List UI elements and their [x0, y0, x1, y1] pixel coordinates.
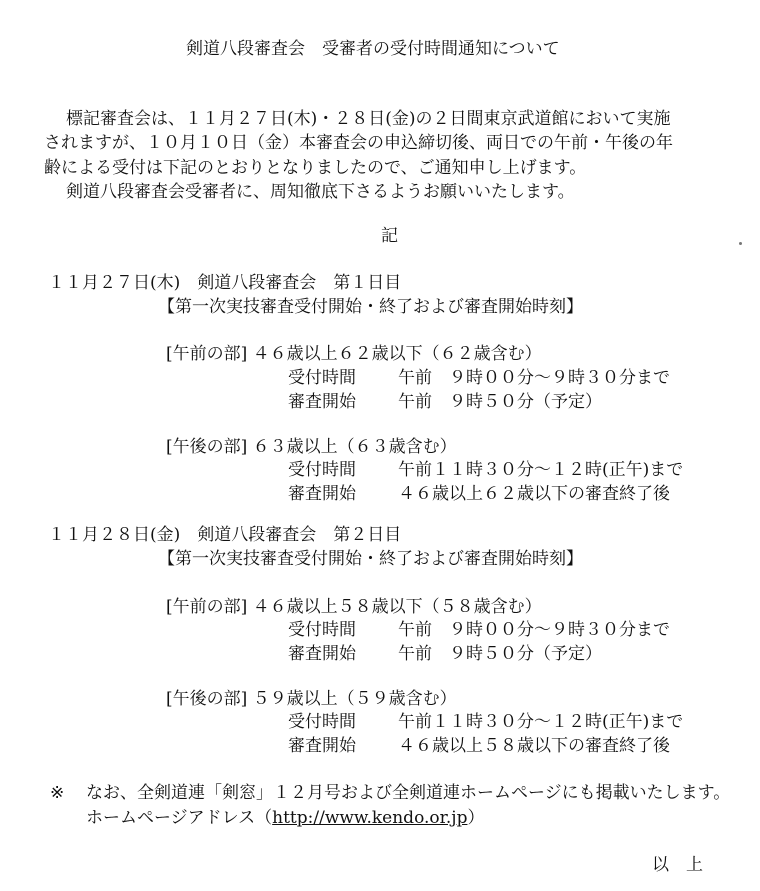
day1-pm-start-value: ４６歳以上６２歳以下の審査終了後	[398, 484, 670, 504]
ki-heading: 記	[381, 226, 398, 246]
note-mark: ※	[50, 783, 65, 803]
day2-am-heading: [午前の部] ４６歳以上５８歳以下（５８歳含む）	[166, 597, 542, 617]
intro-line-2: されますが、１０月１０日（金）本審査会の申込締切後、両日での午前・午後の年	[44, 133, 673, 153]
day2-am-start-label: 審査開始	[288, 644, 356, 664]
day1-pm-heading: [午後の部] ６３歳以上（６３歳含む）	[166, 437, 457, 457]
day2-pm-start-value: ４６歳以上５８歳以下の審査終了後	[398, 736, 670, 756]
note-text: なお、全剣道連「剣窓」１２月号および全剣道連ホームページにも掲載いたします。	[86, 783, 731, 803]
day1-date-heading: １１月２７日(木) 剣道八段審査会 第１日目	[48, 273, 402, 293]
day2-am-reception-value: 午前 ９時００分～９時３０分まで	[398, 620, 670, 640]
day2-am-reception-label: 受付時間	[288, 620, 356, 640]
day2-bracket-heading: 【第一次実技審査受付開始・終了および審査開始時刻】	[158, 549, 583, 569]
intro-line-4: 剣道八段審査会受審者に、周知徹底下さるようお願いいたします。	[66, 182, 575, 202]
intro-line-3: 齢による受付は下記のとおりとなりましたので、ご通知申し上げます。	[44, 158, 587, 178]
scan-speck	[739, 242, 742, 245]
closing-mark: 以 上	[652, 855, 703, 875]
day1-pm-reception-label: 受付時間	[288, 460, 356, 480]
day1-pm-reception-value: 午前１１時３０分～１２時(正午)まで	[398, 460, 684, 480]
homepage-address-close: ）	[467, 808, 485, 828]
day2-pm-reception-value: 午前１１時３０分～１２時(正午)まで	[398, 712, 684, 732]
day2-pm-start-label: 審査開始	[288, 736, 356, 756]
day1-pm-start-label: 審査開始	[288, 484, 356, 504]
homepage-address-label: ホームページアドレス（	[86, 808, 273, 828]
document-title: 剣道八段審査会 受審者の受付時間通知について	[186, 39, 560, 59]
homepage-address-line	[86, 807, 484, 829]
day1-am-start-value: 午前 ９時５０分（予定）	[398, 392, 602, 412]
homepage-link[interactable]: http://www.kendo.or.jp	[272, 808, 468, 828]
day2-am-start-value: 午前 ９時５０分（予定）	[398, 644, 602, 664]
day2-pm-reception-label: 受付時間	[288, 712, 356, 732]
day2-pm-heading: [午後の部] ５９歳以上（５９歳含む）	[166, 689, 457, 709]
day1-am-start-label: 審査開始	[288, 392, 356, 412]
day1-am-reception-label: 受付時間	[288, 368, 356, 388]
intro-line-1: 標記審査会は、１１月２７日(木)・２８日(金)の２日間東京武道館において実施	[66, 109, 671, 129]
day1-am-heading: [午前の部] ４６歳以上６２歳以下（６２歳含む）	[166, 344, 542, 364]
day1-am-reception-value: 午前 ９時００分～９時３０分まで	[398, 368, 670, 388]
day1-bracket-heading: 【第一次実技審査受付開始・終了および審査開始時刻】	[158, 297, 583, 317]
day2-date-heading: １１月２８日(金) 剣道八段審査会 第２日目	[48, 525, 402, 545]
